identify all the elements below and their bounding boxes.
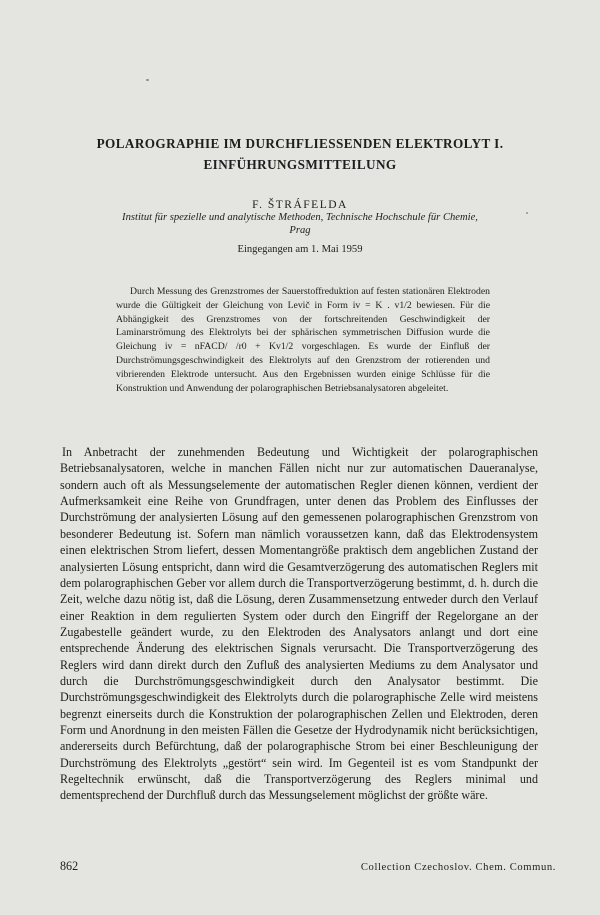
received-date: Eingegangen am 1. Mai 1959 <box>237 244 363 255</box>
page-number: 862 <box>60 859 79 873</box>
body-paragraph: In Anbetracht der zunehmenden Bedeutung und Wichtigkeit der polarographischen Betriebsanalysatoren, welche in manchen Fällen nicht nur zur automatischen Daueranalyse, sondern auch oft als Messungselemente der automatischen Regler dienen können, verdient der Aufmerksamkeit eine Reihe von Grundfragen, unter denen das Problem des Einflusses der Durchströmung der analysierten Lösung auf den gemessenen polarographischen Grenzstrom von besonderer Bedeutung ist. Sofern man nämlich voraussetzen kann, daß das Elektrodensystem einen elektrischen Strom liefert, dessen Momentangröße praktisch dem angeblichen Zustand der analysierten Lösung entspricht, dann wird die Gesamtverzögerung des automatischen Reglers mit dem polarographischen Geber vor allem durch die Transportverzögerung bestimmt, d. h. durch die Zeit, welche dazu nötig ist, daß die Lösung, deren Zusammensetzung entweder durch den Verlauf einer Reaktion in dem regulierten System oder durch den Eingriff der Regelorgane an der Zugabestelle geändert wurde, zu den Elektroden des Analysators anlangt und dort eine entsprechende Änderung des elektrischen Signals verursacht. Die Transportverzögerung des Reglers wird dann direkt durch den Zufluß des analysierten Mediums zu dem Analysator und durch die Durchströmungsgeschwindigkeit durch den Analysator bestimmt. Die Durchströmungsgeschwindigkeit des Elektrolyts durch die polarographische Zelle wird meistens begrenzt einerseits durch die Konstruktion der polarographischen Zellen und Elektroden, deren Form und Anordnung in den meisten Fällen die Gesetze der Hydrodynamik nicht berücksichtigen, andererseits durch Befürchtung, daß der polarographische Strom bei einer Beschleunigung der Durchströmung des Elektrolyts „gestört“ sein wird. Im Gegenteil ist es vom Standpunkt der Regeltechnik erwünscht, daß die Transportverzögerung des Reglers minimal und dementsprechend der Durchfluß durch das Messungselement möglichst der größte wäre. <box>60 445 538 803</box>
affiliation-line-1: Institut für spezielle und analytische Methoden, Technische Hochschule für Chemie, <box>122 212 478 223</box>
author-name: F. ŠTRÁFELDA <box>252 199 348 211</box>
abstract: Durch Messung des Grenzstromes der Sauerstoffreduktion auf festen stationären Elektroden wurde die Gültigkeit der Gleichung von Levič in Form iv = K . v1/2 bewiesen. Für die Abhängigkeit des Grenzstromes von der fortschreitenden Geschwindigkeit der Laminarströmung des Elektrolyts bei der sphärischen symmetrischen Diffusion wurde die Gleichung iv = nFACD/ /r0 + Kv1/2 vorgeschlagen. Es wurde der Einfluß der Durchströmungsgeschwindigkeit des Elektrolyts auf den Grenzstrom der rotierenden und vibrierenden Elektrode untersucht. Aus den Ergebnissen wurden einige Schlüsse für die Konstruktion und Anwendung der polarographischen Betriebsanalysatoren abgeleitet. <box>116 285 490 395</box>
author-affiliation <box>70 211 530 237</box>
title-line-2: EINFÜHRUNGSMITTEILUNG <box>203 157 397 172</box>
article-title <box>40 133 560 175</box>
journal-name: Collection Czechoslov. Chem. Commun. <box>360 862 556 873</box>
title-line-1: POLAROGRAPHIE IM DURCHFLIESSENDEN ELEKTROLYT I. <box>96 136 504 151</box>
affiliation-line-2: Prag <box>289 225 311 236</box>
print-speck <box>146 79 149 81</box>
